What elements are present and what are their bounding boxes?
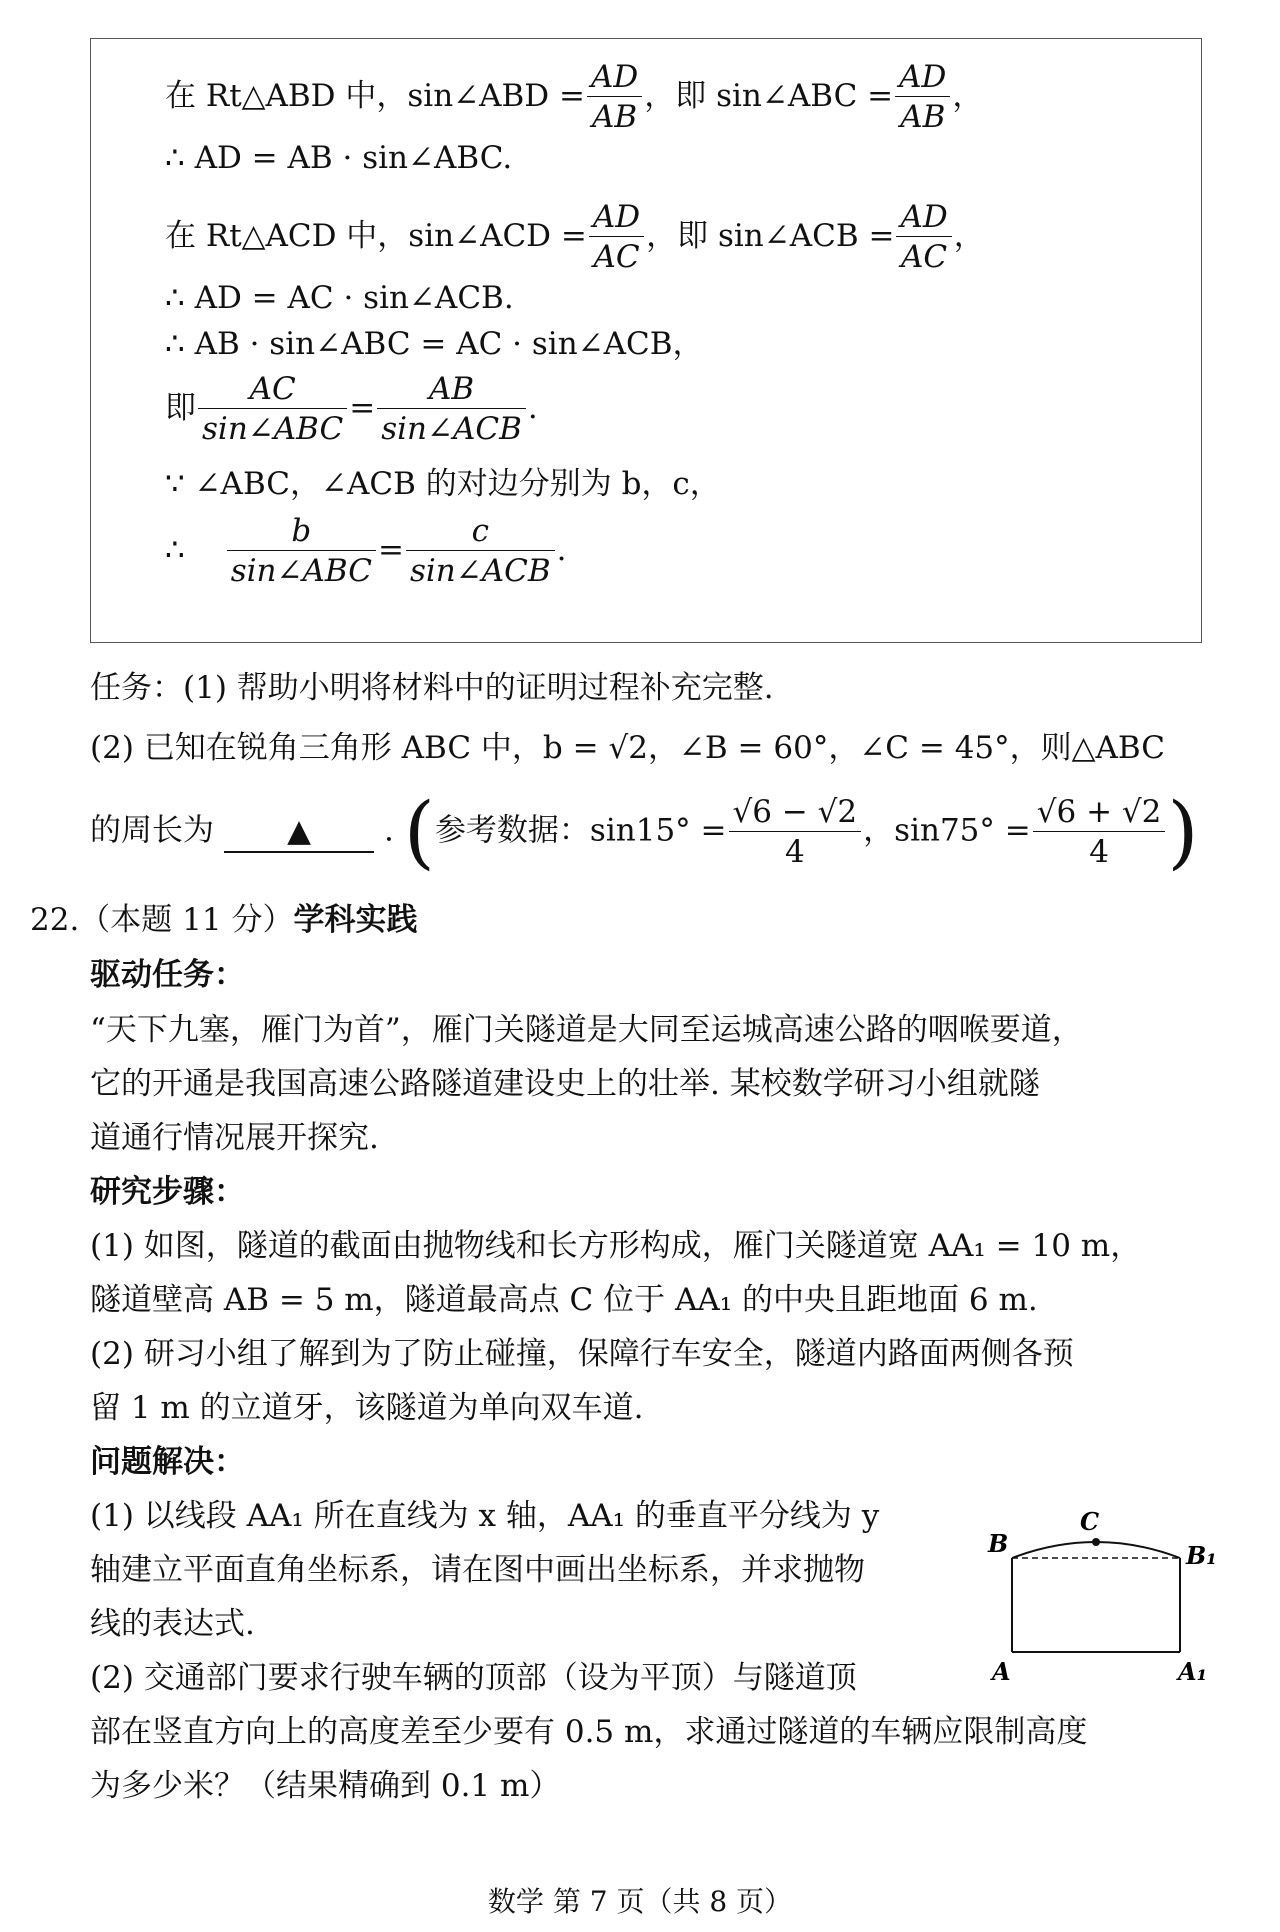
task-3: 的周长为 ▲ . (参考数据：sin15° = $\frac{√6 - √2}{4}$ ，sin75° = $\frac{√6 + √2}{4}$ ) <box>90 785 1199 878</box>
fraction: $\frac{b}{\text{sin∠ABC}}$ <box>227 512 376 591</box>
problem-1c: 线的表达式. <box>90 1606 255 1642</box>
problem-2c: 为多少米？（结果精确到 0.1 m） <box>90 1768 561 1804</box>
step-1a: (1) 如图，隧道的截面由抛物线和长方形构成，雁门关隧道宽 AA₁ = 10 m， <box>90 1228 1142 1264</box>
problem-2b: 部在竖直方向上的高度差至少要有 0.5 m，求通过隧道的车辆应限制高度 <box>90 1714 1088 1750</box>
fraction: $\frac{AB}{\text{sin∠ACB}}$ <box>377 370 526 449</box>
proof-line-2: ∴ AD = AB · sin∠ABC. <box>165 140 513 176</box>
task-1: 任务：(1) 帮助小明将材料中的证明过程补充完整. <box>90 670 774 706</box>
label-b1: B₁ <box>1186 1541 1217 1570</box>
q22-header: 22.（本题 11 分）学科实践 <box>30 902 418 938</box>
step-2a: (2) 研习小组了解到为了防止碰撞，保障行车安全，隧道内路面两侧各预 <box>90 1336 1074 1372</box>
drive-title: 驱动任务： <box>90 957 245 993</box>
fraction: $\frac{AD}{AB}$ <box>587 58 642 137</box>
drive-para-3: 道通行情况展开探究. <box>90 1120 379 1156</box>
label-a1: A₁ <box>1178 1657 1208 1686</box>
tunnel-figure <box>980 1500 1220 1700</box>
page-footer: 数学 第 7 页（共 8 页） <box>487 1885 793 1918</box>
step-1b: 隧道壁高 AB = 5 m，隧道最高点 C 位于 AA₁ 的中央且距地面 6 m. <box>90 1282 1038 1318</box>
solve-title: 问题解决： <box>90 1444 245 1480</box>
fraction: $\frac{AD}{AB}$ <box>895 58 950 137</box>
fraction: $\frac{AD}{AC}$ <box>589 198 644 277</box>
fraction: $\frac{√6 + √2}{4}$ <box>1033 793 1166 872</box>
step-2b: 留 1 m 的立道牙，该隧道为单向双车道. <box>90 1390 644 1426</box>
label-a: A <box>992 1657 1011 1686</box>
fraction: $\frac{AD}{AC}$ <box>896 198 951 277</box>
proof-line-7: ∵ ∠ABC，∠ACB 的对边分别为 b，c， <box>165 466 721 502</box>
drive-para-1: “天下九塞，雁门为首”，雁门关隧道是大同至运城高速公路的咽喉要道， <box>90 1012 1083 1048</box>
problem-1b: 轴建立平面直角坐标系，请在图中画出坐标系，并求抛物 <box>90 1552 865 1588</box>
steps-title: 研究步骤： <box>90 1174 245 1210</box>
label-c: C <box>1080 1507 1100 1536</box>
proof-line-5: ∴ AB · sin∠ABC = AC · sin∠ACB， <box>165 326 704 362</box>
fraction: $\frac{√6 - √2}{4}$ <box>729 793 862 872</box>
proof-line-6: 即 $\frac{AC}{\text{sin∠ABC}}$ = $\frac{AB}{\text{sin∠ACB}}$ . <box>165 371 538 447</box>
point-c <box>1092 1538 1100 1546</box>
fraction: $\frac{c}{\text{sin∠ACB}}$ <box>406 512 555 591</box>
task-2: (2) 已知在锐角三角形 ABC 中，b = √2，∠B = 60°，∠C = 45°，则△ABC <box>90 730 1165 766</box>
proof-line-8: ∴ $\frac{b}{\text{sin∠ABC}}$ = $\frac{c}{\text{sin∠ACB}}$ . <box>165 513 567 589</box>
answer-blank: ▲ <box>224 811 374 853</box>
problem-2a: (2) 交通部门要求行驶车辆的顶部（设为平顶）与隧道顶 <box>90 1660 857 1696</box>
label-b: B <box>988 1529 1009 1558</box>
fraction: $\frac{AC}{\text{sin∠ABC}}$ <box>198 370 347 449</box>
drive-para-2: 它的开通是我国高速公路隧道建设史上的壮举. 某校数学研习小组就隧 <box>90 1066 1040 1102</box>
problem-1a: (1) 以线段 AA₁ 所在直线为 x 轴，AA₁ 的垂直平分线为 y <box>90 1498 880 1534</box>
proof-line-4: ∴ AD = AC · sin∠ACB. <box>165 280 514 316</box>
proof-line-1: 在 Rt△ABD 中，sin∠ABD = $\frac{AD}{AB}$ ，即 sin∠ABC = $\frac{AD}{AB}$ ， <box>165 59 984 135</box>
proof-line-3: 在 Rt△ACD 中，sin∠ACD = $\frac{AD}{AC}$ ，即 sin∠ACB = $\frac{AD}{AC}$ ， <box>165 199 985 275</box>
